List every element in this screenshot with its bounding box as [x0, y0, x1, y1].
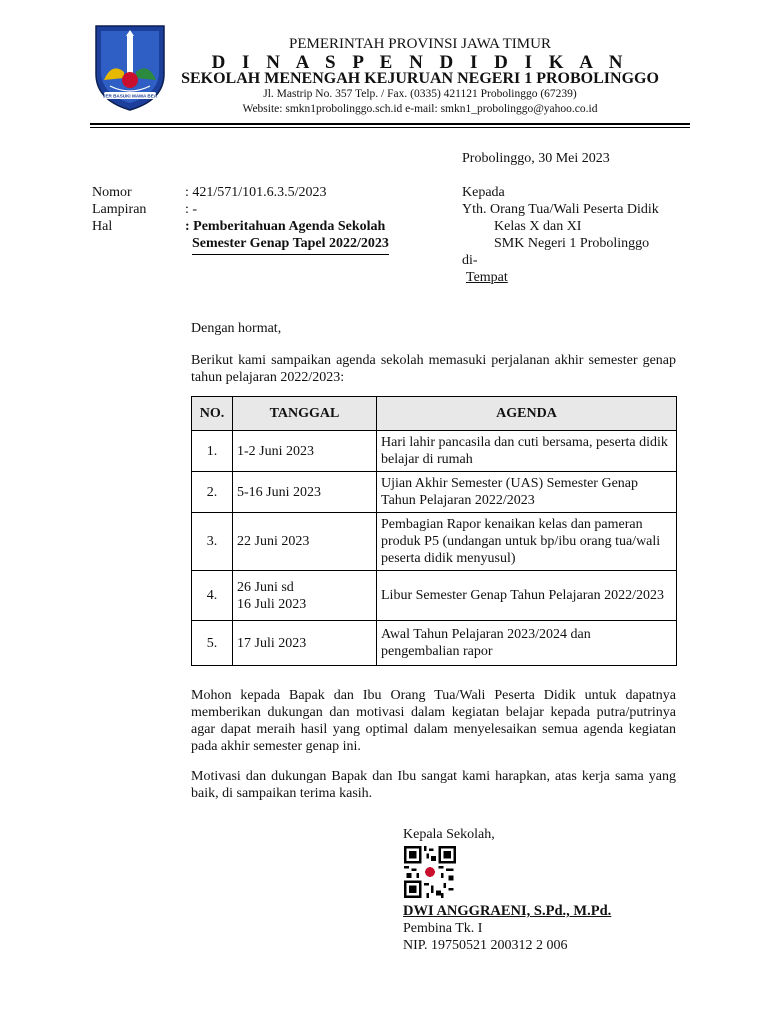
- letterhead-department: D I N A S P E N D I D I K A N: [211, 52, 629, 73]
- closing-paragraph-2: Motivasi dan dukungan Bapak dan Ibu sangat kami harapkan, atas kerja sama yang baik, di sampaikan terima kasih.: [191, 769, 676, 801]
- recipient-line: Kelas X dan XI: [494, 219, 582, 234]
- logo-motto: JER BASUKI MAWA BEA: [102, 93, 158, 99]
- lampiran-value: : -: [185, 202, 198, 217]
- header-agenda: AGENDA: [377, 397, 677, 431]
- recipient-line: Yth. Orang Tua/Wali Peserta Didik: [462, 202, 659, 217]
- hal-label: Hal: [92, 219, 113, 234]
- signatory-nip: NIP. 19750521 200312 2 006: [403, 938, 568, 953]
- hal-value-line2: Semester Genap Tapel 2022/2023: [192, 235, 389, 255]
- row-tanggal: 5-16 Juni 2023: [233, 472, 377, 513]
- recipient-line: SMK Negeri 1 Probolinggo: [494, 236, 650, 251]
- hal-value-line1: : Pemberitahuan Agenda Sekolah: [185, 219, 386, 234]
- table-row: [192, 472, 677, 513]
- recipient-tempat: Tempat: [466, 270, 508, 285]
- letterhead-address: Jl. Mastrip No. 357 Telp. / Fax. (0335) 421121 Probolinggo (67239): [263, 88, 577, 100]
- east-java-emblem-logo: [90, 22, 170, 112]
- nomor-label: Nomor: [92, 185, 132, 200]
- signatory-name: DWI ANGGRAENI, S.Pd., M.Pd.: [403, 903, 612, 919]
- qr-code-signature: [404, 846, 456, 898]
- row-no: 3.: [192, 513, 233, 571]
- row-agenda: Hari lahir pancasila dan cuti bersama, peserta didik belajar di rumah: [377, 431, 677, 472]
- table-row: [192, 621, 677, 666]
- intro-paragraph: Berikut kami sampaikan agenda sekolah memasuki perjalanan akhir semester genap tahun pelajaran 2022/2023:: [191, 353, 676, 385]
- row-tanggal-line2: 16 Juli 2023: [237, 596, 307, 612]
- letterhead-contact: Website: smkn1probolinggo.sch.id e-mail: smkn1_probolinggo@yahoo.co.id: [242, 103, 598, 115]
- row-tanggal: [233, 571, 377, 621]
- row-no: 2.: [192, 472, 233, 513]
- hal-value: [185, 218, 389, 255]
- table-row: [192, 571, 677, 621]
- signature-title: Kepala Sekolah,: [403, 827, 495, 842]
- letterhead-divider-thin: [90, 127, 690, 128]
- row-agenda: Libur Semester Genap Tahun Pelajaran 2022/2023: [377, 571, 677, 621]
- closing-paragraph-1: Mohon kepada Bapak dan Ibu Orang Tua/Wali Peserta Didik untuk dapatnya memberikan dukungan dan motivasi dalam kegiatan belajar kepada putra/putrinya agar dapat meraih hasil yang optimal dalam menyelesaikan semua agenda kegiatan pada akhir semester genap ini.: [191, 688, 676, 754]
- greeting: Dengan hormat,: [191, 321, 282, 336]
- nomor-value: : 421/571/101.6.3.5/2023: [185, 185, 327, 200]
- recipient-block: [462, 184, 659, 286]
- table-header-row: [192, 397, 677, 431]
- row-tanggal: 17 Juli 2023: [233, 621, 377, 666]
- table-row: [192, 431, 677, 472]
- row-no: 1.: [192, 431, 233, 472]
- header-no: NO.: [192, 397, 233, 431]
- row-no: 5.: [192, 621, 233, 666]
- signatory-rank: Pembina Tk. I: [403, 921, 483, 936]
- row-tanggal: 1-2 Juni 2023: [233, 431, 377, 472]
- header-tanggal: TANGGAL: [233, 397, 377, 431]
- table-row: [192, 513, 677, 571]
- agenda-table: [191, 396, 677, 666]
- letterhead-school-name: SEKOLAH MENENGAH KEJURUAN NEGERI 1 PROBOLINGGO: [181, 70, 659, 87]
- recipient-line: Kepada: [462, 185, 505, 200]
- row-tanggal-line1: 26 Juni sd: [237, 579, 294, 595]
- row-agenda: Awal Tahun Pelajaran 2023/2024 dan pengembalian rapor: [377, 621, 677, 666]
- row-agenda: Ujian Akhir Semester (UAS) Semester Genap Tahun Pelajaran 2022/2023: [377, 472, 677, 513]
- row-no: 4.: [192, 571, 233, 621]
- row-tanggal: 22 Juni 2023: [233, 513, 377, 571]
- row-agenda: Pembagian Rapor kenaikan kelas dan pameran produk P5 (undangan untuk bp/ibu orang tua/wali peserta didik menyusul): [377, 513, 677, 571]
- lampiran-label: Lampiran: [92, 202, 147, 217]
- recipient-line: di-: [462, 253, 478, 268]
- letterhead-government: PEMERINTAH PROVINSI JAWA TIMUR: [289, 36, 551, 52]
- letter-date: Probolinggo, 30 Mei 2023: [462, 151, 610, 166]
- letterhead-divider-thick: [90, 123, 690, 125]
